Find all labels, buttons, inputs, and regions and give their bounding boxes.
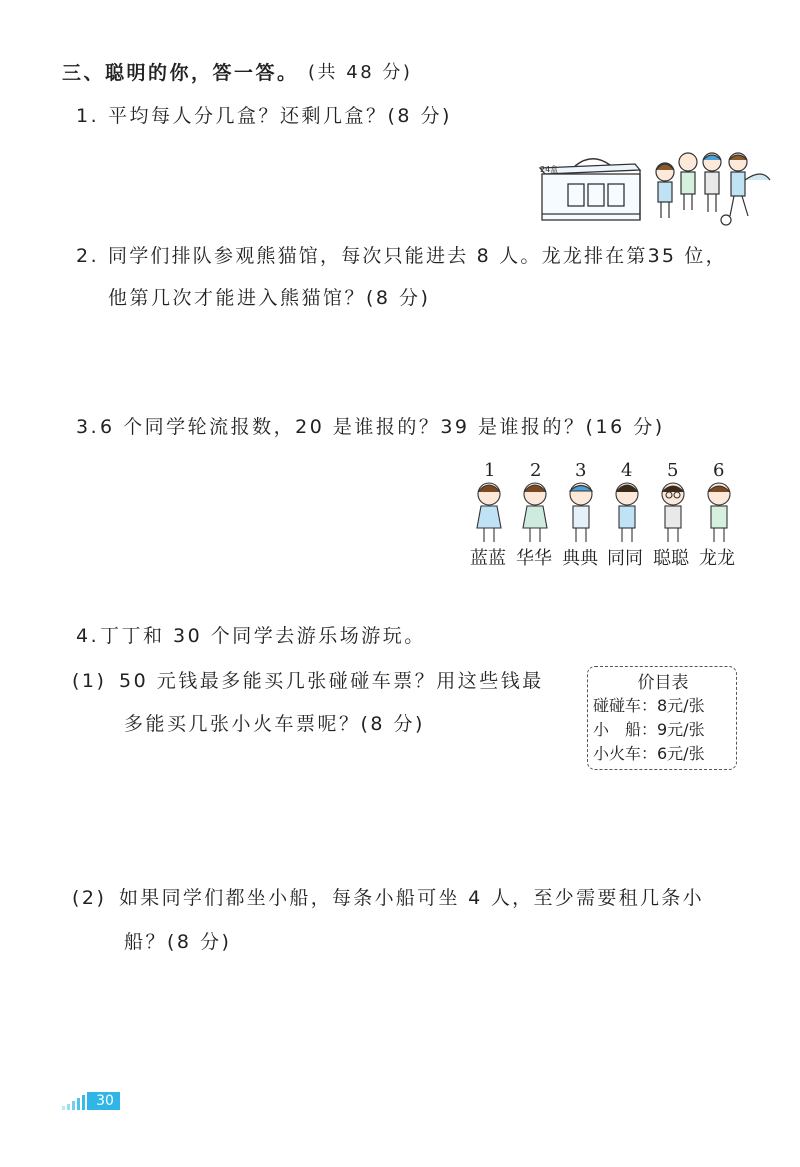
q4-sub2-line1: 如果同学们都坐小船，每条小船可坐 4 人，至少需要租几条小 <box>119 887 704 909</box>
kid-name-1: 蓝蓝 <box>470 548 506 569</box>
box-label: 24盒 <box>540 165 559 174</box>
gift-box-icon <box>540 159 640 220</box>
q1-illustration <box>530 150 775 228</box>
kid-number-6: 6 <box>713 460 725 481</box>
kid-name-3: 典典 <box>562 548 598 569</box>
q4-sub2-number: (2) <box>72 887 107 909</box>
kid-name-6: 龙龙 <box>699 548 735 569</box>
q4-sub2-line2: 船？(8 分) <box>124 931 232 953</box>
q3-kids-illustration <box>466 478 746 546</box>
kids-illustration <box>656 153 770 225</box>
page-number: 30 <box>90 1092 120 1110</box>
q4-number: 4. <box>76 625 100 647</box>
q3-number: 3. <box>76 416 100 438</box>
price-table-title: 价目表 <box>637 673 689 693</box>
q4-sub1-line2: 多能买几张小火车票呢？(8 分) <box>124 713 425 735</box>
kid-figure-1 <box>477 483 501 542</box>
q4-sub1-number: (1) <box>72 670 107 692</box>
price-row-train: 小火车：6元/张 <box>593 744 705 763</box>
kid-number-3: 3 <box>575 460 587 481</box>
kid-name-4: 同同 <box>607 548 643 569</box>
kid-figure-5 <box>662 483 684 542</box>
kid-name-2: 华华 <box>516 548 552 569</box>
q1-number: 1. <box>76 105 100 127</box>
kid-name-5: 聪聪 <box>653 548 689 569</box>
q4-sub1-line1: 50 元钱最多能买几张碰碰车票？用这些钱最 <box>119 670 544 692</box>
kid-number-1: 1 <box>484 460 496 481</box>
page-number-bars-icon <box>60 1092 90 1110</box>
q2-line1: 同学们排队参观熊猫馆，每次只能进去 8 人。龙龙排在第35 位， <box>108 245 727 267</box>
kid-figure-2 <box>523 483 547 542</box>
kid-number-4: 4 <box>621 460 633 481</box>
q4-text: 丁丁和 30 个同学去游乐场游玩。 <box>100 625 426 647</box>
kid-figure-3 <box>570 483 592 542</box>
kid-figure-4 <box>616 483 638 542</box>
price-row-boat: 小 船：9元/张 <box>593 720 705 739</box>
price-row-bumper-car: 碰碰车：8元/张 <box>593 696 705 715</box>
q2-number: 2. <box>76 245 100 267</box>
section-score: (共 48 分) <box>308 62 413 83</box>
kid-number-5: 5 <box>667 460 679 481</box>
section-heading: 三、聪明的你，答一答。 <box>62 62 299 84</box>
price-table <box>587 666 737 770</box>
kid-number-2: 2 <box>530 460 542 481</box>
q3-text: 6 个同学轮流报数，20 是谁报的？39 是谁报的？(16 分) <box>100 416 665 438</box>
q2-line2: 他第几次才能进入熊猫馆？(8 分) <box>108 287 431 309</box>
q1-text: 平均每人分几盒？还剩几盒？(8 分) <box>108 105 452 127</box>
kid-figure-6 <box>708 483 730 542</box>
